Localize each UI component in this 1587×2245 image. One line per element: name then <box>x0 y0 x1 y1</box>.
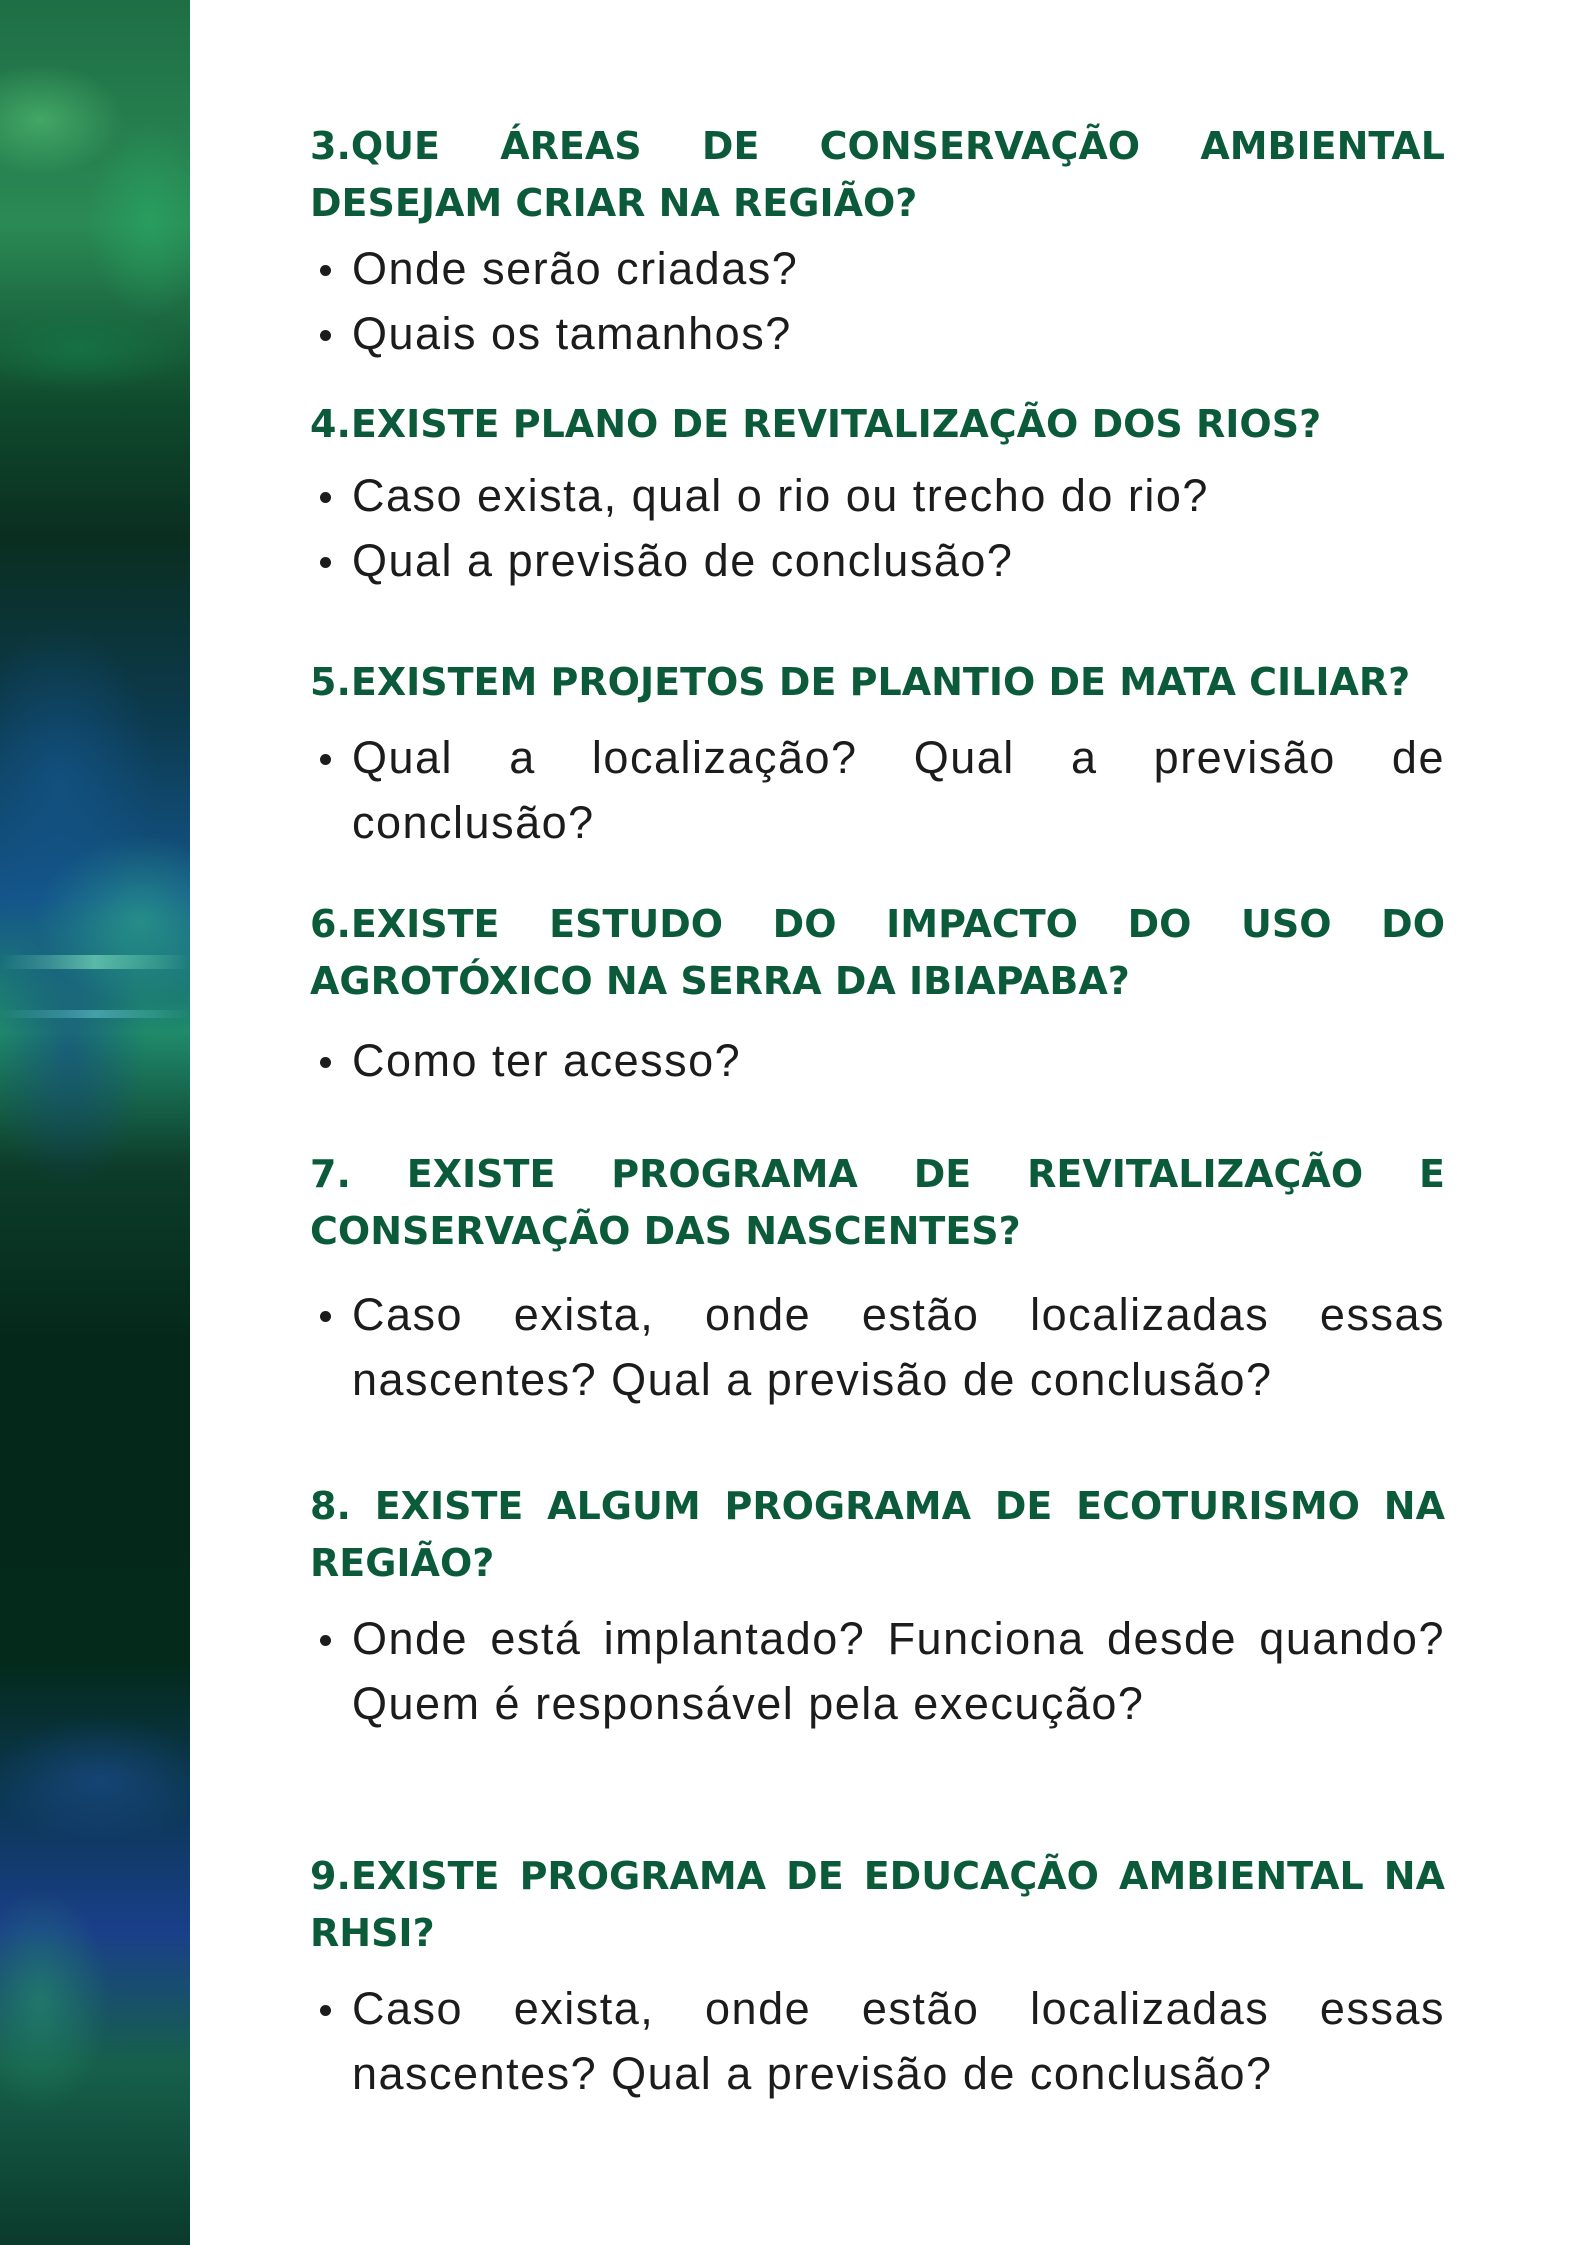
decorative-streak <box>0 955 190 969</box>
question-4 <box>310 396 1445 593</box>
list-item: Como ter acesso? <box>352 1028 1445 1093</box>
decorative-streak <box>0 1010 190 1018</box>
list-item: Qual a previsão de conclusão? <box>352 528 1445 593</box>
question-title: 3.QUE ÁREAS DE CONSERVAÇÃO AMBIENTAL DESEJAM CRIAR NA REGIÃO? <box>310 124 1445 225</box>
question-title: 5.EXISTEM PROJETOS DE PLANTIO DE MATA CILIAR? <box>310 660 1411 704</box>
question-8 <box>310 1478 1445 1736</box>
list-item: Qual a localização? Qual a previsão de conclusão? <box>352 725 1445 855</box>
answer-list <box>310 463 1445 593</box>
question-title: 8. EXISTE ALGUM PROGRAMA DE ECOTURISMO NA REGIÃO? <box>310 1484 1445 1585</box>
list-item: Caso exista, qual o rio ou trecho do rio? <box>352 463 1445 528</box>
question-title: 9.EXISTE PROGRAMA DE EDUCAÇÃO AMBIENTAL NA RHSI? <box>310 1854 1445 1955</box>
question-3 <box>310 118 1445 366</box>
answer-list <box>310 725 1445 855</box>
decorative-side-artwork <box>0 0 190 2245</box>
list-item: Caso exista, onde estão localizadas essas nascentes? Qual a previsão de conclusão? <box>352 1976 1445 2106</box>
question-5 <box>310 654 1445 855</box>
answer-list <box>310 1282 1445 1412</box>
question-title: 4.EXISTE PLANO DE REVITALIZAÇÃO DOS RIOS? <box>310 402 1322 446</box>
answer-list <box>310 236 1445 366</box>
answer-list <box>310 1028 1445 1093</box>
question-title: 6.EXISTE ESTUDO DO IMPACTO DO USO DO AGROTÓXICO NA SERRA DA IBIAPABA? <box>310 902 1445 1003</box>
list-item: Caso exista, onde estão localizadas essas nascentes? Qual a previsão de conclusão? <box>352 1282 1445 1412</box>
question-9 <box>310 1848 1445 2106</box>
question-6 <box>310 896 1445 1093</box>
list-item: Quais os tamanhos? <box>352 301 1445 366</box>
answer-list <box>310 1606 1445 1736</box>
question-7 <box>310 1146 1445 1412</box>
answer-list <box>310 1976 1445 2106</box>
question-title: 7. EXISTE PROGRAMA DE REVITALIZAÇÃO E CONSERVAÇÃO DAS NASCENTES? <box>310 1152 1445 1253</box>
list-item: Onde está implantado? Funciona desde quando? Quem é responsável pela execução? <box>352 1606 1445 1736</box>
list-item: Onde serão criadas? <box>352 236 1445 301</box>
